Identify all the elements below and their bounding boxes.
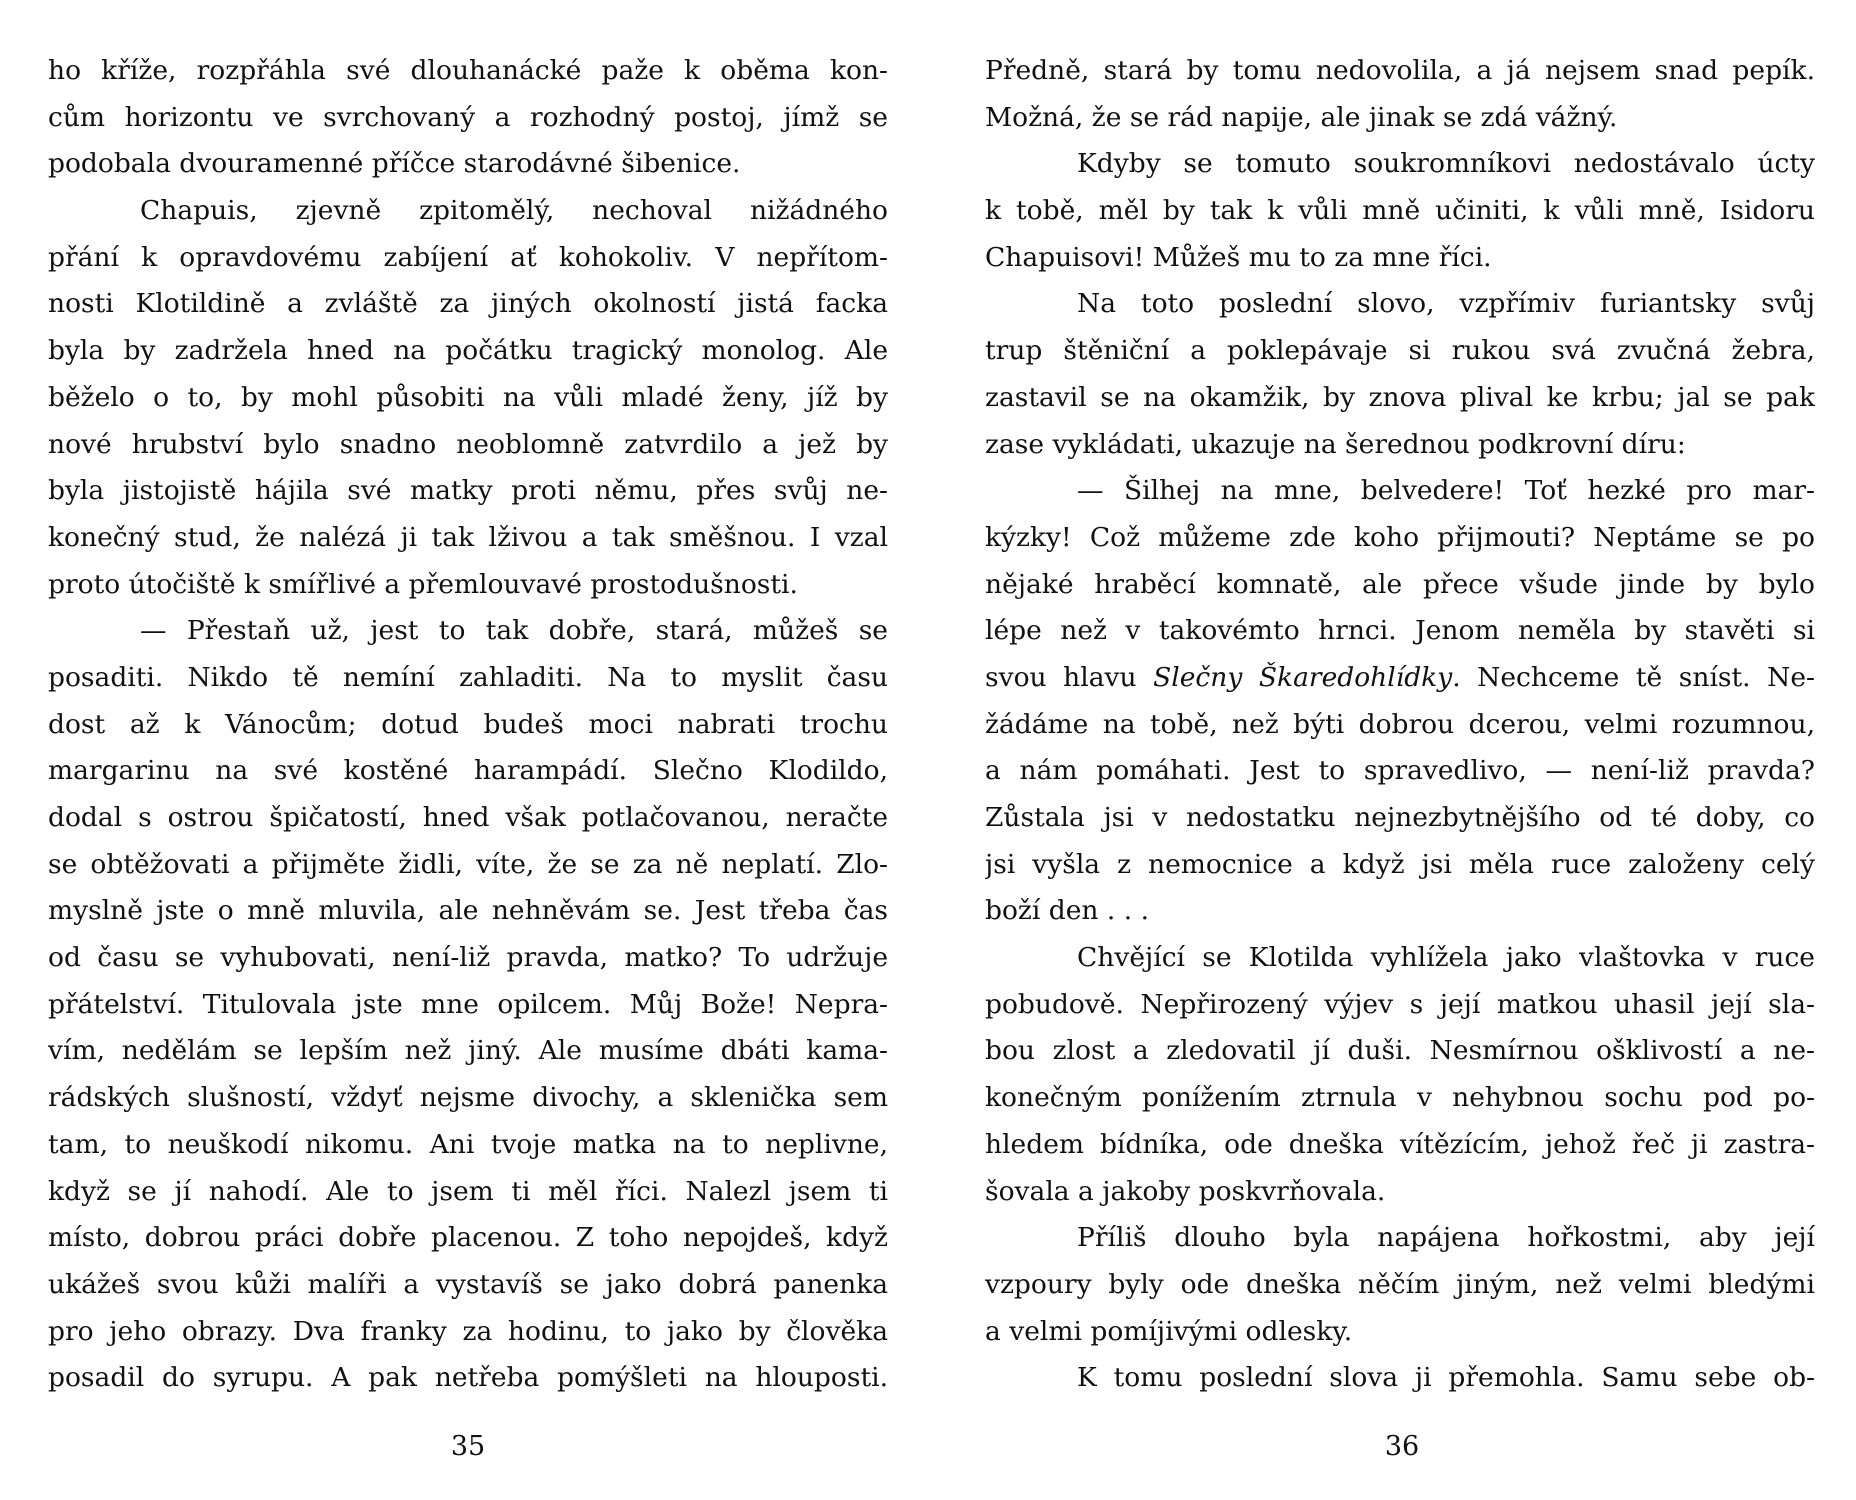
text-line [985,702,1815,749]
text-line: margarinu na své kostěné harampádí. Slečno Klodildo, [48,755,888,787]
text-line: rádských slušností, vždyť nejsme divochy, a sklenička sem [48,1082,888,1114]
left-page [48,48,888,1402]
text-line [985,608,1815,655]
text-line: posadil do syrupu. A pak netřeba pomýšleti na hlouposti. [48,1362,888,1394]
text-segment: trup štěniční a poklepávaje si rukou svá zvučná žebra, [985,335,1815,367]
text-line: byla by zadržela hned na počátku tragický monolog. Ale [48,335,888,367]
text-line: konečný stud, že nalézá ji tak lživou a tak směšnou. I vzal [48,521,888,553]
text-segment: Kdyby se tomuto soukromníkovi nedostávalo úcty [1077,148,1815,180]
text-segment: jsi vyšla z nemocnice a když jsi měla ruce založeny celý [985,848,1815,880]
text-segment: boží den . . . [985,895,1150,927]
text-line [985,95,1815,142]
text-segment: a velmi pomíjivými odlesky. [985,1315,1353,1347]
text-segment: nějaké hraběcí komnatě, ale přece všude jinde by bylo [985,568,1815,600]
text-segment: k tobě, měl by tak k vůli mně učiniti, k vůli mně, Isidoru [985,195,1815,227]
text-line [985,888,1815,935]
text-segment: zase vykládati, ukazuje na šerednou podkrovní díru: [985,428,1686,460]
text-line [985,328,1815,375]
text-line [985,982,1815,1029]
text-line: tam, to neuškodí nikomu. Ani tvoje matka na to neplivne, [48,1128,888,1160]
right-page-text [985,48,1815,1402]
text-segment: Zůstala jsi v nedostatku nejnezbytnějšího od té doby, co [985,802,1815,833]
text-line: Chapuis, zjevně zpitomělý, nechoval nižádného [140,195,888,227]
text-line [985,1122,1815,1169]
text-line [985,281,1815,328]
text-line: ukážeš svou kůži malíři a vystavíš se jako dobrá panenka [48,1268,888,1300]
text-segment: žádáme na tobě, než býti dobrou dcerou, velmi rozumnou, [985,708,1815,740]
text-line: podobala dvouramenné příčce starodávné šibenice. [48,148,741,180]
left-page-number: 35 [450,1431,486,1462]
text-segment: Možná, že se rád napije, ale jinak se zdá vážný. [985,101,1618,133]
text-line: přátelství. Titulovala jste mne opilcem. Můj Bože! Nepra- [48,988,888,1020]
text-line: proto útočiště k smířlivé a přemlouvavé prostodušnosti. [48,568,798,600]
text-line [985,842,1815,889]
text-line: ho kříže, rozpřáhla své dlouhanácké paže k oběma kon- [48,55,888,86]
text-line [985,235,1815,282]
text-line [985,1075,1815,1122]
text-segment: a nám pomáhati. Jest to spravedlivo, — není-liž pravda? [985,755,1815,787]
text-line: pro jeho obrazy. Dva franky za hodinu, to jako by člověka [48,1315,888,1347]
text-segment: . Nechceme tě sníst. Ne- [1452,661,1815,693]
text-line [985,562,1815,609]
text-segment: konečným ponížením ztrnula v nehybnou sochu pod po- [985,1082,1815,1114]
text-segment: Chapuisovi! Můžeš mu to za mne říci. [985,241,1492,273]
text-line: myslně jste o mně mluvila, ale nehněvám se. Jest třeba čas [48,895,888,927]
text-line: dost až k Vánocům; dotud budeš moci nabrati trochu [48,708,888,740]
text-line: byla jistojistě hájila své matky proti němu, přes svůj ne- [48,475,888,507]
text-line [985,141,1815,188]
text-line [985,935,1815,982]
right-page [985,48,1815,1402]
text-line [985,1169,1815,1216]
text-line [985,655,1815,702]
text-line: cům horizontu ve svrchovaný a rozhodný postoj, jímž se [48,101,888,133]
text-line: — Přestaň už, jest to tak dobře, stará, můžeš se [140,615,888,647]
text-line [985,48,1815,95]
text-segment: kýzky! Což můžeme zde koho přijmouti? Neptáme se po [985,521,1815,553]
text-line [985,422,1815,469]
text-segment: lépe než v takovémto hrnci. Jenom neměla by stavěti si [985,615,1815,647]
text-line: dodal s ostrou špičatostí, hned však potlačovanou, neračte [48,802,888,833]
text-segment: vzpoury byly ode dneška něčím jiným, než velmi bledými [985,1268,1815,1300]
left-page-text [48,48,888,1402]
text-segment: šovala a jakoby poskvrňovala. [985,1175,1386,1207]
text-line: posaditi. Nikdo tě nemíní zahladiti. Na to myslit času [48,661,888,693]
text-line [985,188,1815,235]
text-line: se obtěžovati a přijměte židli, víte, že se za ně neplatí. Zlo- [48,848,888,880]
right-page-number: 36 [1384,1431,1420,1462]
text-line [985,468,1815,515]
text-line [985,1215,1815,1262]
text-line [985,795,1815,842]
text-line [985,748,1815,795]
text-segment: hledem bídníka, ode dneška vítězícím, jehož řeč ji zastra- [985,1128,1815,1160]
text-line: vím, nedělám se lepším než jiný. Ale musíme dbáti kama- [48,1035,888,1067]
text-line: od času se vyhubovati, není-liž pravda, matko? To udržuje [48,942,888,974]
text-line [985,375,1815,422]
text-segment: bou zlost a zledovatil jí duši. Nesmírnou ošklivostí a ne- [985,1035,1815,1067]
text-line [985,1262,1815,1309]
text-line: místo, dobrou práci dobře placenou. Z toho nepojdeš, když [48,1222,888,1254]
text-line: běželo o to, by mohl působiti na vůli mladé ženy, jíž by [48,381,888,413]
text-segment: Příliš dlouho byla napájena hořkostmi, aby její [1077,1222,1815,1254]
text-segment: — Šilhej na mne, belvedere! Toť hezké pro mar- [1077,475,1815,507]
text-line: nosti Klotildině a zvláště za jiných okolností jistá facka [48,288,888,320]
text-segment: zastavil se na okamžik, by znova plival ke krbu; jal se pak [985,381,1815,413]
text-segment: pobudově. Nepřirozený výjev s její matkou uhasil její sla- [985,988,1815,1020]
text-line [985,515,1815,562]
text-line [985,1309,1815,1356]
italic-text-segment: Slečny Škaredohlídky [1153,661,1453,693]
text-segment: Předně, stará by tomu nedovolila, a já nejsem snad pepík. [985,55,1815,86]
text-segment: Na toto poslední slovo, vzpřímiv furiantsky svůj [1077,288,1815,320]
text-line: nové hrubství bylo snadno neoblomně zatvrdilo a jež by [48,428,888,460]
text-line: přání k opravdovému zabíjení ať kohokoliv. V nepřítom- [48,241,888,273]
text-segment: Chvějící se Klotilda vyhlížela jako vlaštovka v ruce [1077,942,1815,974]
text-segment: K tomu poslední slova ji přemohla. Samu sebe ob- [1077,1362,1815,1394]
text-line: když se jí nahodí. Ale to jsem ti měl říci. Nalezl jsem ti [48,1175,888,1207]
text-line [985,1355,1815,1402]
text-segment: svou hlavu [985,661,1154,693]
text-line [985,1028,1815,1075]
